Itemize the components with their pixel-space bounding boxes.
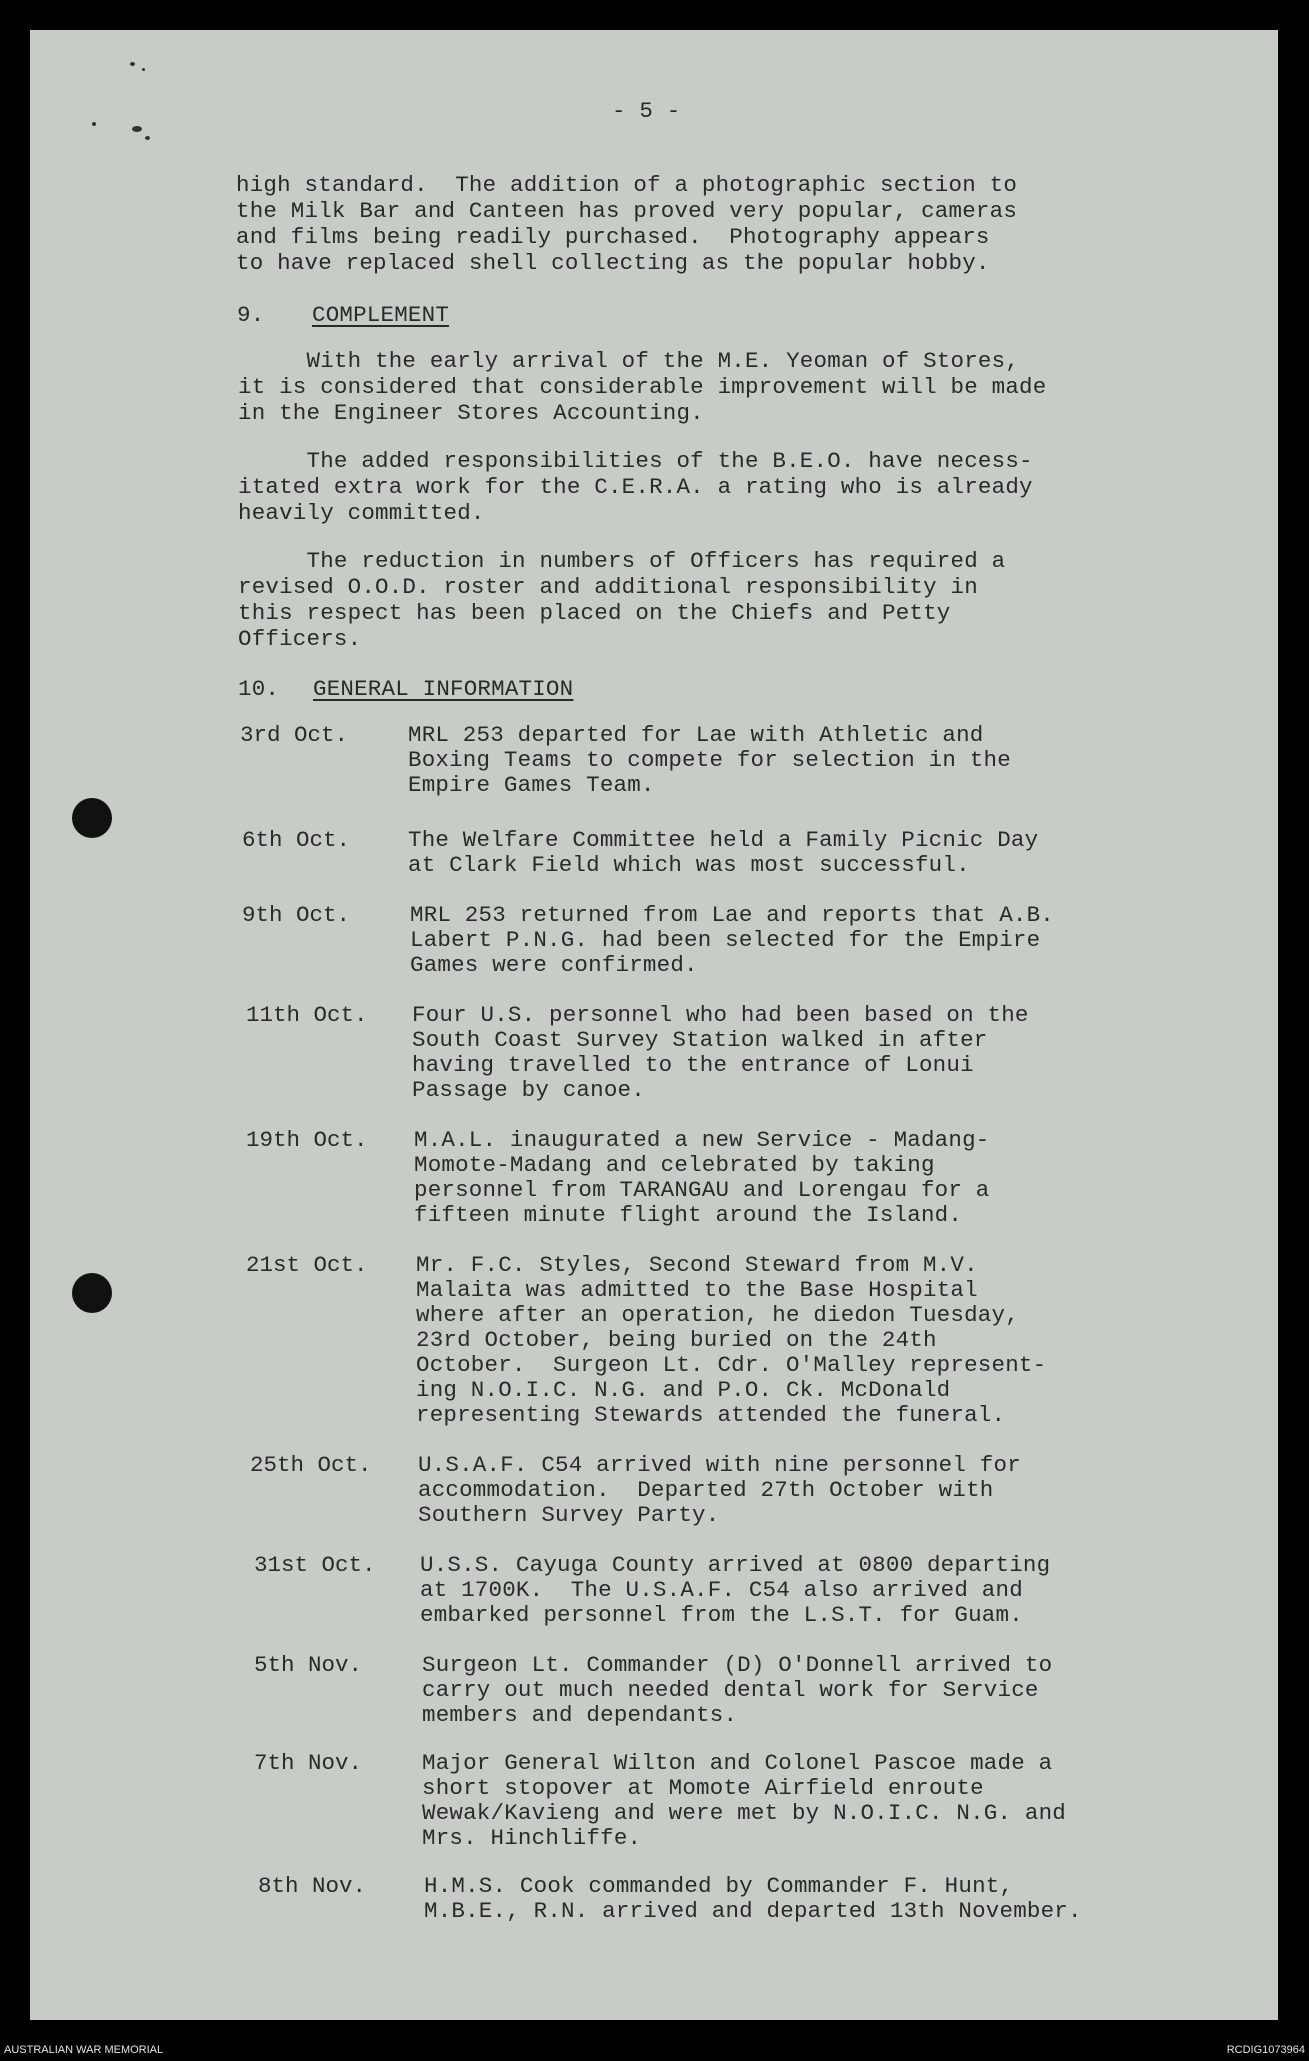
text-line: The added responsibilities of the B.E.O. have necess-	[238, 448, 1033, 474]
entry-date: 25th Oct.	[250, 1452, 372, 1478]
speck	[92, 122, 96, 126]
section-9-heading: COMPLEMENT	[312, 302, 450, 328]
entry-text-line: carry out much needed dental work for Service	[422, 1677, 1039, 1703]
entry-date: 31st Oct.	[254, 1552, 376, 1578]
entry-date: 6th Oct.	[242, 827, 351, 853]
text-line: Officers.	[238, 626, 362, 652]
entry-text-line: South Coast Survey Station walked in after	[412, 1027, 988, 1053]
entry-text-line: Passage by canoe.	[412, 1077, 645, 1103]
entry-text-line: Momote-Madang and celebrated by taking	[414, 1152, 935, 1178]
entry-text-line: Games were confirmed.	[410, 952, 698, 978]
entry-text-line: fifteen minute flight around the Island.	[414, 1202, 963, 1228]
text-line: to have replaced shell collecting as the popular hobby.	[236, 250, 990, 276]
entry-text-line: Surgeon Lt. Commander (D) O'Donnell arrived to	[422, 1652, 1053, 1678]
entry-text-line: Malaita was admitted to the Base Hospital	[416, 1277, 978, 1303]
entry-text-line: Four U.S. personnel who had been based on the	[412, 1002, 1029, 1028]
punch-hole	[72, 798, 112, 838]
entry-text-line: where after an operation, he diedon Tuesday,	[416, 1302, 1019, 1328]
entry-text-line: U.S.A.F. C54 arrived with nine personnel for	[418, 1452, 1021, 1478]
speck	[130, 62, 135, 66]
entry-date: 11th Oct.	[246, 1002, 368, 1028]
entry-text-line: embarked personnel from the L.S.T. for Guam.	[420, 1602, 1023, 1628]
entry-text-line: representing Stewards attended the funeral.	[416, 1402, 1006, 1428]
entry-text-line: Empire Games Team.	[408, 772, 655, 798]
footer-source: AUSTRALIAN WAR MEMORIAL	[4, 2044, 164, 2056]
text-line: high standard. The addition of a photographic section to	[236, 172, 1018, 198]
entry-text-line: 23rd October, being buried on the 24th	[416, 1327, 937, 1353]
entry-date: 3rd Oct.	[240, 722, 349, 748]
entry-text-line: M.B.E., R.N. arrived and departed 13th November.	[424, 1898, 1082, 1924]
text-line: revised O.O.D. roster and additional responsibility in	[238, 574, 978, 600]
entry-text-line: The Welfare Committee held a Family Picnic Day	[408, 827, 1039, 853]
entry-text-line: Wewak/Kavieng and were met by N.O.I.C. N.G. and	[422, 1800, 1067, 1826]
entry-text-line: ing N.O.I.C. N.G. and P.O. Ck. McDonald	[416, 1377, 951, 1403]
entry-text-line: short stopover at Momote Airfield enroute	[422, 1775, 984, 1801]
entry-text-line: Boxing Teams to compete for selection in the	[408, 747, 1011, 773]
entry-date: 8th Nov.	[258, 1873, 367, 1899]
section-10-number: 10.	[238, 676, 280, 702]
text-line: The reduction in numbers of Officers has required a	[238, 548, 1006, 574]
entry-text-line: having travelled to the entrance of Lonui	[412, 1052, 974, 1078]
text-line: and films being readily purchased. Photography appears	[236, 224, 990, 250]
punch-hole	[72, 1273, 112, 1313]
page-number: - 5 -	[612, 98, 681, 124]
section-10-heading: GENERAL INFORMATION	[313, 676, 574, 702]
entry-text-line: MRL 253 returned from Lae and reports that A.B.	[410, 902, 1055, 928]
entry-text-line: Mr. F.C. Styles, Second Steward from M.V.	[416, 1252, 978, 1278]
entry-date: 19th Oct.	[246, 1127, 368, 1153]
entry-date: 7th Nov.	[254, 1750, 363, 1776]
entry-text-line: at 1700K. The U.S.A.F. C54 also arrived and	[420, 1577, 1023, 1603]
entry-date: 21st Oct.	[246, 1252, 368, 1278]
text-line: the Milk Bar and Canteen has proved very popular, cameras	[236, 198, 1018, 224]
entry-date: 5th Nov.	[254, 1652, 363, 1678]
text-line: With the early arrival of the M.E. Yeoman of Stores,	[238, 348, 1020, 374]
entry-text-line: H.M.S. Cook commanded by Commander F. Hunt,	[424, 1873, 1014, 1899]
entry-text-line: October. Surgeon Lt. Cdr. O'Malley represent-	[416, 1352, 1047, 1378]
entry-text-line: Southern Survey Party.	[418, 1502, 720, 1528]
footer-id: RCDIG1073964	[1226, 2044, 1305, 2056]
entry-text-line: Major General Wilton and Colonel Pascoe made a	[422, 1750, 1053, 1776]
text-line: it is considered that considerable improvement will be made	[238, 374, 1047, 400]
entry-text-line: members and dependants.	[422, 1702, 738, 1728]
entry-text-line: accommodation. Departed 27th October with	[418, 1477, 994, 1503]
speck	[145, 136, 150, 140]
entry-text-line: at Clark Field which was most successful.	[408, 852, 970, 878]
entry-text-line: Labert P.N.G. had been selected for the Empire	[410, 927, 1041, 953]
speck	[142, 68, 145, 71]
text-line: this respect has been placed on the Chiefs and Petty	[238, 600, 951, 626]
text-line: itated extra work for the C.E.R.A. a rating who is already	[238, 474, 1033, 500]
entry-date: 9th Oct.	[242, 902, 351, 928]
speck	[132, 126, 142, 132]
entry-text-line: personnel from TARANGAU and Lorengau for a	[414, 1177, 990, 1203]
text-line: in the Engineer Stores Accounting.	[238, 400, 704, 426]
entry-text-line: M.A.L. inaugurated a new Service - Madang-	[414, 1127, 990, 1153]
entry-text-line: Mrs. Hinchliffe.	[422, 1825, 642, 1851]
entry-text-line: U.S.S. Cayuga County arrived at 0800 departing	[420, 1552, 1051, 1578]
section-9-number: 9.	[237, 302, 265, 328]
text-line: heavily committed.	[238, 500, 485, 526]
entry-text-line: MRL 253 departed for Lae with Athletic and	[408, 722, 984, 748]
